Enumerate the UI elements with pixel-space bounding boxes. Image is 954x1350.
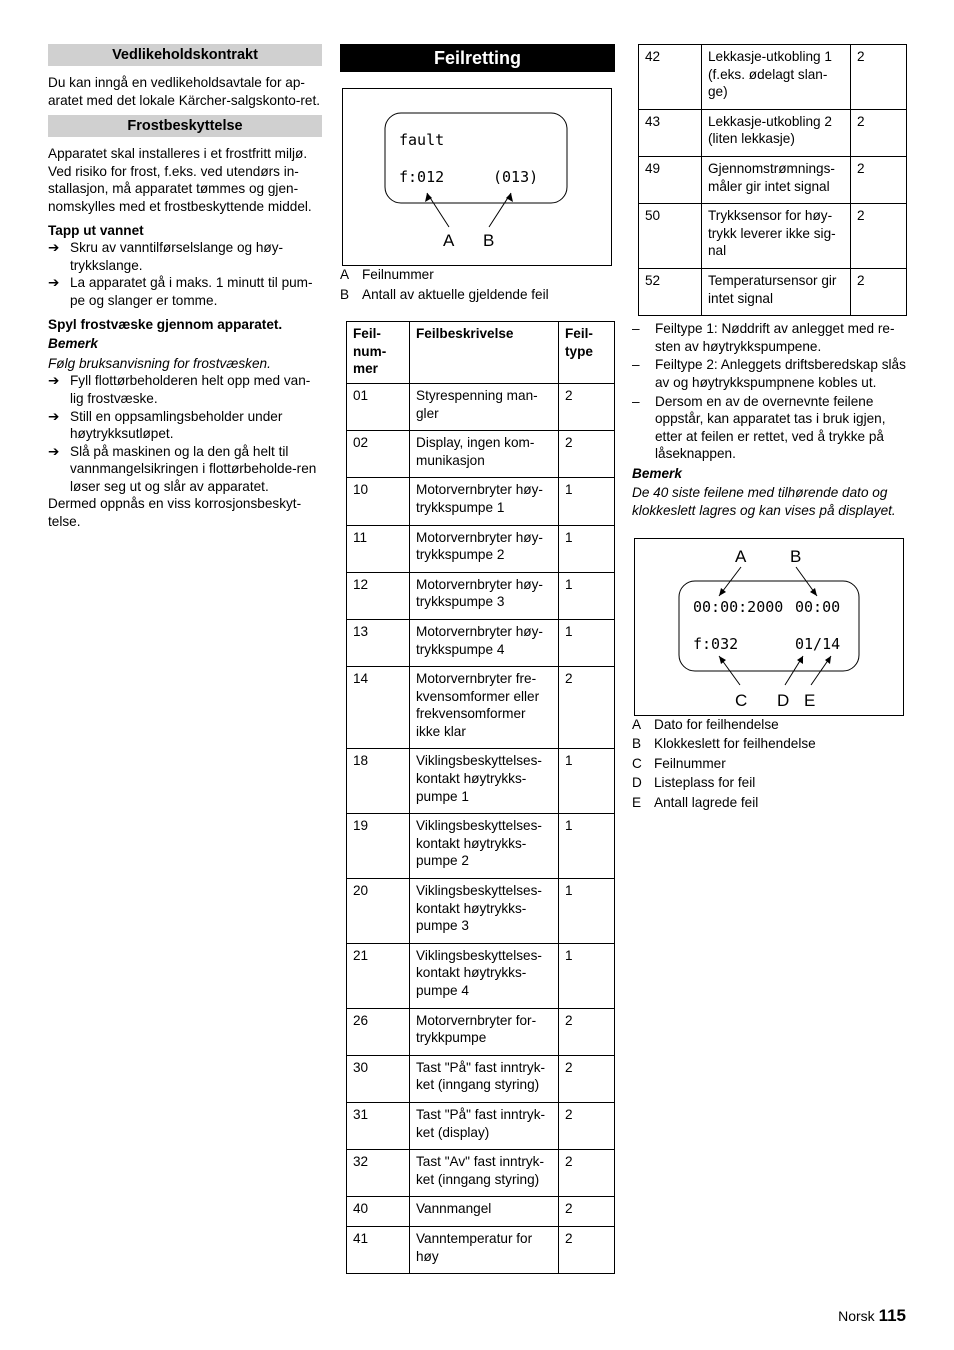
label-e: E <box>804 690 816 710</box>
fault-number-cell: 19 <box>347 814 410 879</box>
drain-water-heading: Tapp ut vannet <box>48 222 144 238</box>
table-row <box>347 478 615 525</box>
fault-type-cell: 1 <box>559 619 615 666</box>
fault-description-cell: Vannmangel <box>410 1197 559 1227</box>
fault-number-cell: 18 <box>347 749 410 814</box>
fault-number-cell: 52 <box>639 268 702 315</box>
fault-type-cell: 2 <box>851 109 907 156</box>
fault-type-cell: 1 <box>559 749 615 814</box>
arrow-icon: ➔ <box>48 275 60 291</box>
table-row <box>639 156 907 203</box>
arrow-icon: ➔ <box>48 373 60 389</box>
fault-number-cell: 13 <box>347 619 410 666</box>
fault-history-legend <box>632 716 907 812</box>
table-row <box>347 1150 615 1197</box>
flush-step: ➔ Fyll flottørbeholderen helt opp med van-lig frostvæske. <box>48 373 311 406</box>
fault-number-cell: 12 <box>347 572 410 619</box>
header-fault-type: Feil-type <box>559 322 615 384</box>
label-a: A <box>735 546 747 566</box>
note-text: De 40 siste feilene med tilhørende dato og klokkeslett lagres og kan vises på displayet. <box>632 485 896 519</box>
arrow-icon: ➔ <box>48 443 60 459</box>
fault-description-cell: Tast "Av" fast inntryk-ket (inngang styring) <box>410 1150 559 1197</box>
fault-display-figure <box>342 88 612 266</box>
fault-number-cell: 41 <box>347 1226 410 1273</box>
fault-description-cell: Trykksensor for høy-trykk leverer ikke sig-nal <box>702 204 851 269</box>
fault-description-cell: Gjennomstrømnings-måler gir intet signal <box>702 156 851 203</box>
pointer-c-arrowhead <box>719 656 726 664</box>
fault-table <box>346 321 615 1274</box>
fault-type-cell: 2 <box>559 1226 615 1273</box>
right-column <box>632 44 907 812</box>
arrow-icon: ➔ <box>48 408 60 424</box>
fault-type-cell: 1 <box>559 879 615 944</box>
legend-row: B Antall av aktuelle gjeldende feil <box>340 286 549 302</box>
fault-type-cell: 2 <box>559 431 615 478</box>
display-frame <box>679 581 859 671</box>
middle-column <box>340 44 615 1274</box>
header-fault-description: Feilbeskrivelse <box>410 322 559 384</box>
fault-description-cell: Motorvernbryter høy-trykkspumpe 3 <box>410 572 559 619</box>
table-row <box>347 1055 615 1102</box>
fault-type-cell: 2 <box>851 204 907 269</box>
drain-step: ➔ La apparatet gå i maks. 1 minutt til pum-pe og slanger er tomme. <box>48 275 313 308</box>
fault-description-cell: Motorvernbryter for-trykkpumpe <box>410 1008 559 1055</box>
fault-number-cell: 30 <box>347 1055 410 1102</box>
fault-type-note: – Feiltype 2: Anleggets driftsberedskap slås av og høytrykkspumpnene kobles ut. <box>632 357 906 390</box>
fault-number-cell: 20 <box>347 879 410 944</box>
fault-type-cell: 2 <box>559 1008 615 1055</box>
footer-language: Norsk <box>838 1308 875 1324</box>
fault-description-cell: Display, ingen kom-munikasjon <box>410 431 559 478</box>
fault-type-note: – Dersom en av de overnevnte feilene oppstår, kan apparatet tas i bruk igjen, etter at feilen er rettet, ved å trykke på låseknappen. <box>632 393 886 462</box>
fault-table-body <box>347 383 615 1273</box>
fault-description-cell: Motorvernbryter fre-kvensomformer eller frekvensomformer ikke klar <box>410 667 559 749</box>
fault-number-cell: 49 <box>639 156 702 203</box>
fault-description-cell: Styrespenning man-gler <box>410 383 559 430</box>
label-b: B <box>483 231 495 250</box>
fault-type-cell: 1 <box>559 572 615 619</box>
legend-row: A Dato for feilhendelse <box>632 716 779 732</box>
table-row <box>347 431 615 478</box>
fault-type-cell: 2 <box>559 1197 615 1227</box>
display-fault-code: f:012 <box>399 168 445 186</box>
fault-description-cell: Tast "På" fast inntryk-ket (inngang styring) <box>410 1055 559 1102</box>
flush-step: ➔ Slå på maskinen og la den gå helt til vannmangelsikringen i flottørbeholde-ren løser seg ut og slår av apparatet. <box>48 443 317 494</box>
fault-description-cell: Motorvernbryter høy-trykkspumpe 2 <box>410 525 559 572</box>
fault-description-cell: Tast "På" fast inntryk-ket (display) <box>410 1102 559 1149</box>
fault-number-cell: 42 <box>639 45 702 110</box>
fault-number-cell: 32 <box>347 1150 410 1197</box>
page-footer <box>838 1307 906 1326</box>
fault-type-cell: 2 <box>851 45 907 110</box>
note-label: Bemerk <box>632 465 682 481</box>
fault-type-cell: 1 <box>559 478 615 525</box>
fault-type-cell: 1 <box>559 943 615 1008</box>
flush-steps <box>48 372 322 495</box>
fault-description-cell: Lekkasje-utkobling 1 (f.eks. ødelagt slan-ge) <box>702 45 851 110</box>
table-row <box>639 109 907 156</box>
frost-protection-text: Apparatet skal installeres i et frostfritt miljø. Ved risiko for frost, f.eks. ved utendørs in-stallasjon, må apparatet tømmes og gjen-nomskylles med et frostbeskyttende middel. <box>48 146 312 214</box>
fault-number-cell: 11 <box>347 525 410 572</box>
fault-type-cell: 2 <box>559 1055 615 1102</box>
header-fault-number: Feil-num-mer <box>347 322 410 384</box>
table-row <box>347 1226 615 1273</box>
legend-row: C Feilnummer <box>632 755 726 771</box>
label-b: B <box>790 546 802 566</box>
fault-type-cell: 2 <box>851 156 907 203</box>
fault-number-cell: 21 <box>347 943 410 1008</box>
maintenance-contract-text: Du kan inngå en vedlikeholdsavtale for ap-aratet med det lokale Kärcher-salgskonto-ret. <box>48 75 321 108</box>
table-row <box>639 45 907 110</box>
legend-row: E Antall lagrede feil <box>632 795 759 811</box>
fault-type-cell: 1 <box>559 814 615 879</box>
fault-type-cell: 2 <box>851 268 907 315</box>
table-header-row <box>347 322 615 384</box>
fault-description-cell: Viklingsbeskyttelses-kontakt høytrykks-pumpe 3 <box>410 879 559 944</box>
display-frame <box>385 113 567 203</box>
fault-table-continued <box>638 44 907 316</box>
label-c: C <box>735 690 748 710</box>
display-line-fault: fault <box>399 131 445 149</box>
display-fault-count: (013) <box>493 168 539 186</box>
fault-number-cell: 14 <box>347 667 410 749</box>
table-row <box>347 383 615 430</box>
table-row <box>347 667 615 749</box>
display-list-position: 01/14 <box>795 634 841 653</box>
fault-number-cell: 02 <box>347 431 410 478</box>
fault-description-cell: Viklingsbeskyttelses-kontakt høytrykks-pumpe 4 <box>410 943 559 1008</box>
page-number: 115 <box>878 1306 906 1325</box>
left-column <box>48 44 322 531</box>
section-heading-troubleshooting: Feilretting <box>340 44 615 72</box>
fault-type-cell: 2 <box>559 383 615 430</box>
fault-number-cell: 43 <box>639 109 702 156</box>
fault-table-continued-body <box>639 45 907 316</box>
pointer-a-arrowhead <box>425 193 432 202</box>
table-row <box>347 814 615 879</box>
fault-number-cell: 40 <box>347 1197 410 1227</box>
label-a: A <box>443 231 455 250</box>
table-row <box>347 879 615 944</box>
fault-description-cell: Motorvernbryter høy-trykkspumpe 4 <box>410 619 559 666</box>
pointer-d-arrowhead <box>797 656 803 664</box>
fault-history-figure <box>634 538 904 716</box>
fault-type-cell: 2 <box>559 667 615 749</box>
legend-row: A Feilnummer <box>340 267 434 282</box>
table-row <box>347 1197 615 1227</box>
fault-type-note: – Feiltype 1: Nøddrift av anlegget med re-sten av høytrykkspumpene. <box>632 321 895 354</box>
fault-display-diagram <box>343 89 611 265</box>
fault-description-cell: Lekkasje-utkobling 2 (liten lekkasje) <box>702 109 851 156</box>
legend-row: B Klokkeslett for feilhendelse <box>632 736 816 752</box>
legend-row: D Listeplass for feil <box>632 775 756 791</box>
table-row <box>639 204 907 269</box>
fault-number-cell: 10 <box>347 478 410 525</box>
fault-description-cell: Viklingsbeskyttelses-kontakt høytrykks-pumpe 1 <box>410 749 559 814</box>
fault-number-cell: 50 <box>639 204 702 269</box>
display-time: 00:00 <box>795 597 841 616</box>
fault-description-cell: Motorvernbryter høy-trykkspumpe 1 <box>410 478 559 525</box>
table-row <box>347 749 615 814</box>
drain-steps <box>48 239 322 309</box>
fault-type-notes <box>632 320 907 463</box>
display-date: 00:00:2000 <box>693 597 784 616</box>
table-row <box>347 943 615 1008</box>
fault-type-cell: 1 <box>559 525 615 572</box>
table-row <box>347 572 615 619</box>
table-row <box>347 525 615 572</box>
fault-history-diagram <box>635 539 903 715</box>
flush-step: ➔ Still en oppsamlingsbeholder under høytrykksutløpet. <box>48 408 283 442</box>
fault-number-cell: 01 <box>347 383 410 430</box>
table-row <box>347 1102 615 1149</box>
table-row <box>639 268 907 315</box>
pointer-b-arrowhead <box>506 193 513 202</box>
pointer-a-arrowhead <box>719 588 726 596</box>
fault-description-cell: Vanntemperatur for høy <box>410 1226 559 1273</box>
fault-number-cell: 31 <box>347 1102 410 1149</box>
table-row <box>347 1008 615 1055</box>
table-row <box>347 619 615 666</box>
pointer-b-arrowhead <box>810 588 817 596</box>
arrow-icon: ➔ <box>48 240 60 256</box>
fault-type-cell: 2 <box>559 1150 615 1197</box>
section-heading-frost-protection: Frostbeskyttelse <box>48 115 322 137</box>
note-label: Bemerk <box>48 336 98 352</box>
fault-number-cell: 26 <box>347 1008 410 1055</box>
closing-text: Dermed oppnås en viss korrosjonsbeskyt-telse. <box>48 496 302 530</box>
note-text: Følg bruksanvisning for frostvæsken. <box>48 355 271 371</box>
drain-step: ➔ Skru av vanntilførselslange og høy-trykkslange. <box>48 240 284 273</box>
flush-antifreeze-heading: Spyl frostvæske gjennom apparatet. <box>48 316 283 332</box>
fault-description-cell: Temperatursensor gir intet signal <box>702 268 851 315</box>
fault-display-legend <box>340 266 615 303</box>
display-fault-code: f:032 <box>693 634 739 653</box>
fault-type-cell: 2 <box>559 1102 615 1149</box>
fault-description-cell: Viklingsbeskyttelses-kontakt høytrykks-pumpe 2 <box>410 814 559 879</box>
section-heading-maintenance-contract: Vedlikeholdskontrakt <box>48 44 322 66</box>
label-d: D <box>777 690 790 710</box>
